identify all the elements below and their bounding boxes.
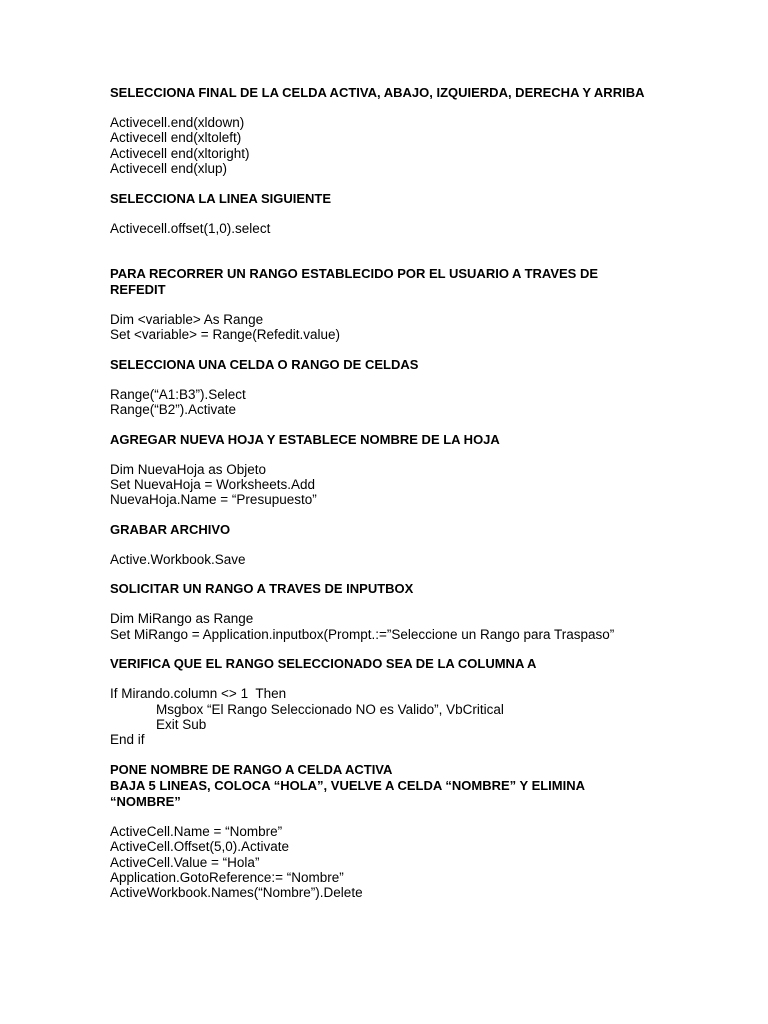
code-line: ActiveCell.Value = “Hola” <box>110 854 260 870</box>
code-line: Range(“B2”).Activate <box>110 402 237 418</box>
code-line-indented: Msgbox “El Rango Seleccionado NO es Valido”, VbCritical <box>156 701 504 717</box>
section-heading-continued: BAJA 5 LINEAS, COLOCA “HOLA”, VUELVE A CELDA “NOMBRE” Y ELIMINA <box>110 777 586 793</box>
code-line: Dim <variable> As Range <box>110 312 264 328</box>
section-next-line <box>110 191 750 236</box>
section-new-sheet <box>110 432 750 508</box>
section-heading: SOLICITAR UN RANGO A TRAVES DE INPUTBOX <box>110 581 414 597</box>
section-heading: PONE NOMBRE DE RANGO A CELDA ACTIVA <box>110 761 393 777</box>
code-line: ActiveCell.Offset(5,0).Activate <box>110 839 290 855</box>
section-refedit-range <box>110 266 750 343</box>
code-line: Activecell end(xltoright) <box>110 145 250 161</box>
code-line-indented: Exit Sub <box>156 716 207 732</box>
section-verify-column <box>110 656 750 748</box>
section-range-name <box>110 762 750 901</box>
code-line: Set MiRango = Application.inputbox(Prompt.:=”Seleccione un Rango para Traspaso” <box>110 626 615 642</box>
code-line: Activecell.offset(1,0).select <box>110 220 271 236</box>
code-line: Activecell end(xltoleft) <box>110 130 242 146</box>
code-line: ActiveWorkbook.Names(“Nombre”).Delete <box>110 885 363 901</box>
document-page <box>110 85 750 901</box>
section-end-navigation <box>110 85 750 177</box>
code-line: ActiveCell.Name = “Nombre” <box>110 823 283 839</box>
code-line: Application.GotoReference:= “Nombre” <box>110 869 344 885</box>
section-heading: SELECCIONA LA LINEA SIGUIENTE <box>110 190 332 206</box>
section-heading: PARA RECORRER UN RANGO ESTABLECIDO POR EL USUARIO A TRAVES DE <box>110 266 599 282</box>
code-line: Set <variable> = Range(Refedit.value) <box>110 327 341 343</box>
section-heading-continued: “NOMBRE” <box>110 793 181 809</box>
code-line: Active.Workbook.Save <box>110 551 246 567</box>
code-line: Dim MiRango as Range <box>110 611 254 627</box>
code-line: Activecell end(xlup) <box>110 161 228 177</box>
code-line: Range(“A1:B3”).Select <box>110 386 246 402</box>
code-line: Set NuevaHoja = Worksheets.Add <box>110 477 315 493</box>
section-heading-continued: REFEDIT <box>110 282 166 298</box>
code-line: Activecell.end(xldown) <box>110 115 245 130</box>
code-line: End if <box>110 732 145 748</box>
section-heading: VERIFICA QUE EL RANGO SELECCIONADO SEA DE LA COLUMNA A <box>110 656 537 672</box>
code-line: Dim NuevaHoja as Objeto <box>110 461 267 477</box>
section-heading: SELECCIONA UNA CELDA O RANGO DE CELDAS <box>110 356 419 372</box>
section-inputbox-range <box>110 581 750 642</box>
code-line: If Mirando.column <> 1 Then <box>110 686 287 702</box>
section-heading: SELECCIONA FINAL DE LA CELDA ACTIVA, ABAJO, IZQUIERDA, DERECHA Y ARRIBA <box>110 85 645 100</box>
section-heading: AGREGAR NUEVA HOJA Y ESTABLECE NOMBRE DE LA HOJA <box>110 431 500 447</box>
section-heading: GRABAR ARCHIVO <box>110 521 231 537</box>
section-select-range <box>110 357 750 418</box>
code-line: NuevaHoja.Name = “Presupuesto” <box>110 492 317 508</box>
section-save-file <box>110 522 750 567</box>
